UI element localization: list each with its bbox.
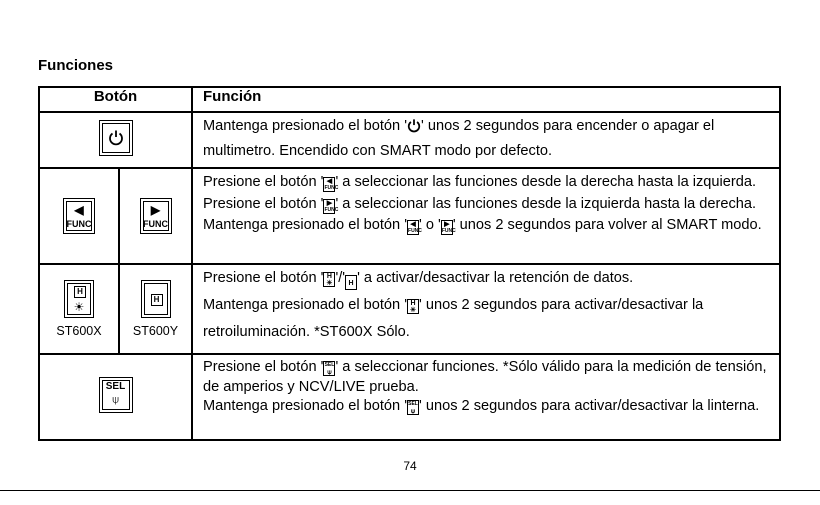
hold-buttons-cell	[39, 264, 192, 354]
text-segment: ' o '	[419, 217, 441, 233]
sel-icon: SEL ⍦	[324, 362, 335, 376]
table-row	[39, 168, 780, 264]
text-segment: Mantenga presionado el botón '	[203, 118, 408, 134]
func-right-key	[140, 198, 172, 234]
func-right-icon: ▶ FUNC	[324, 199, 339, 213]
hold-backlight-icon: H ☀	[407, 299, 419, 314]
table-row	[39, 264, 780, 354]
func-left-icon: ◀ FUNC	[324, 178, 339, 191]
power-icon	[407, 118, 421, 141]
table-row	[39, 354, 780, 440]
hold-right-cell	[120, 265, 191, 353]
func-right-icon: ▶ FUNC	[441, 221, 456, 234]
header-boton: Botón	[39, 87, 192, 112]
hold-description	[192, 264, 780, 354]
right-triangle-icon: ▶	[150, 203, 161, 217]
section-title: Funciones	[38, 57, 114, 74]
func-key-label: FUNC	[66, 219, 92, 229]
func-right-cell	[120, 169, 191, 263]
text-segment: Presione el botón '	[203, 359, 324, 375]
func-key-label: FUNC	[143, 219, 168, 229]
model-label-st600x: ST600X	[56, 324, 102, 338]
sel-key-label: SEL	[105, 380, 126, 392]
text-segment: ' unos 2 segundos para volver al SMART modo.	[452, 217, 762, 233]
hold-backlight-icon: H ☀	[323, 272, 335, 287]
sel-description	[192, 354, 780, 440]
flashlight-icon: ⍦	[112, 393, 119, 406]
text-segment: ' a seleccionar las funciones desde la derecha hasta la izquierda. Presione el botón '	[203, 174, 757, 212]
bottom-rule	[0, 490, 820, 491]
text-segment: ' unos 2 segundos para activar/desactivar la retroiluminación. *ST600X Sólo.	[203, 297, 704, 340]
hold-icon: H	[345, 275, 357, 290]
sel-icon: SEL ⍦	[408, 401, 418, 415]
power-button-cell	[39, 112, 192, 168]
backlight-icon: ☀	[73, 300, 85, 314]
text-segment: ' a seleccionar funciones. *Sólo válido para la medición de tensión, de amperios y NCV/LIVE prueba.	[203, 359, 767, 395]
power-icon	[108, 129, 124, 146]
table-row	[39, 112, 780, 168]
sel-button-cell	[39, 354, 192, 440]
header-funcion: Función	[192, 87, 780, 112]
text-segment: Presione el botón '	[203, 174, 324, 190]
sel-key	[99, 377, 133, 413]
hold-key	[141, 280, 171, 318]
text-segment: ' unos 2 segundos para encender o apagar el multimetro. Encendido con SMART modo por defecto.	[203, 118, 715, 159]
func-left-key	[63, 198, 95, 234]
left-triangle-icon: ◀	[74, 203, 84, 217]
hold-icon: H	[151, 294, 163, 306]
power-key	[99, 120, 133, 156]
text-segment: ' unos 2 segundos para activar/desactivar la linterna.	[419, 398, 760, 414]
func-left-icon: ◀ FUNC	[408, 221, 422, 234]
hold-icon: H	[74, 286, 86, 298]
hold-left-cell	[40, 265, 120, 353]
text-segment: Mantenga presionado el botón '	[203, 398, 408, 414]
model-label-st600y: ST600Y	[132, 324, 179, 338]
functions-table	[38, 86, 781, 441]
text-segment: ' a seleccionar las funciones desde la izquierda hasta la derecha. Mantenga presionado el botón '	[203, 195, 757, 233]
page-number: 74	[403, 459, 417, 473]
power-description	[192, 112, 780, 168]
hold-backlight-key	[64, 280, 94, 318]
func-buttons-cell	[39, 168, 192, 264]
text-segment: Mantenga presionado el botón '	[203, 297, 408, 313]
text-segment: Presione el botón '	[203, 270, 324, 286]
text-segment: ' a activar/desactivar la retención de datos.	[357, 270, 634, 286]
text-segment: '/'	[335, 270, 346, 286]
func-left-cell	[40, 169, 120, 263]
table-header-row	[39, 87, 780, 112]
func-description	[192, 168, 780, 264]
